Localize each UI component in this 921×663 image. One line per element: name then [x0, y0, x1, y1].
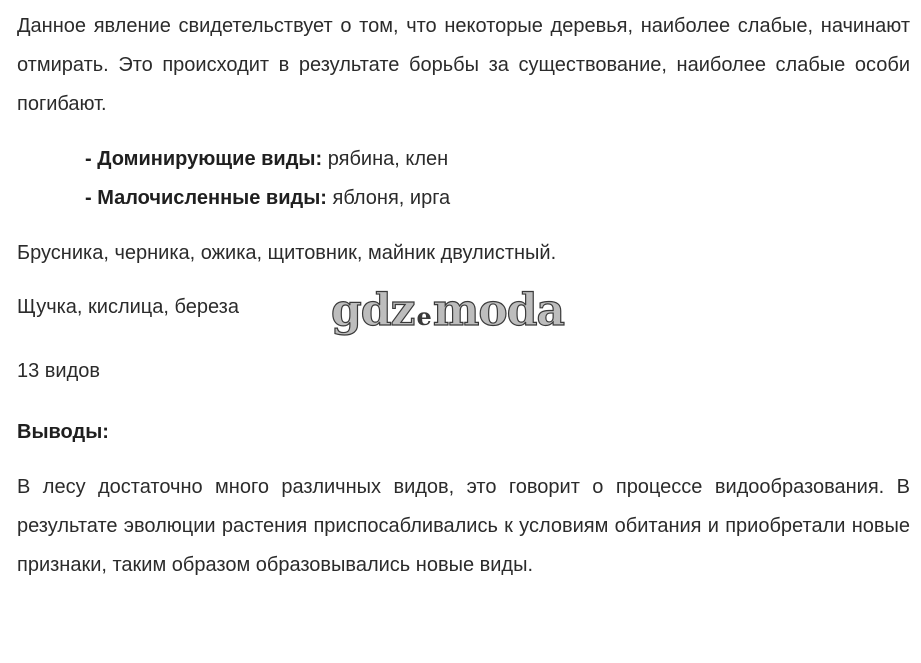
species-count: 13 видов — [17, 360, 101, 382]
watermark-part1: gdz — [331, 285, 415, 336]
watermark-part2: moda — [432, 285, 564, 336]
conclusion-paragraph: В лесу достаточно много различных видов, это говорит о процессе видообразования. В результате эволюции растения приспосабливались к условиям обитания и приобретали новые признаки, таким образом образовывались новые виды. — [17, 476, 910, 576]
shrubs-line: Брусника, черника, ожика, щитовник, майник двулистный. — [17, 242, 557, 264]
list-item-label: - Малочисленные виды: — [85, 187, 327, 209]
watermark-logo — [331, 283, 564, 345]
list-item-dominant — [85, 140, 885, 179]
watermark-dot: е — [416, 302, 431, 331]
list-item-value: яблоня, ирга — [326, 187, 451, 209]
list-item-label: - Доминирующие виды: — [85, 148, 323, 170]
intro-paragraph: Данное явление свидетельствует о том, что некоторые деревья, наиболее слабые, начинают отмирать. Это происходит в результате борьбы за существование, наиболее слабые особи погибают. — [17, 15, 910, 115]
species-list — [85, 140, 885, 218]
conclusion-heading: Выводы: — [17, 421, 109, 443]
list-item-value: рябина, клен — [322, 148, 449, 170]
list-item-rare — [85, 179, 885, 218]
trees-line: Щучка, кислица, береза — [17, 296, 239, 318]
